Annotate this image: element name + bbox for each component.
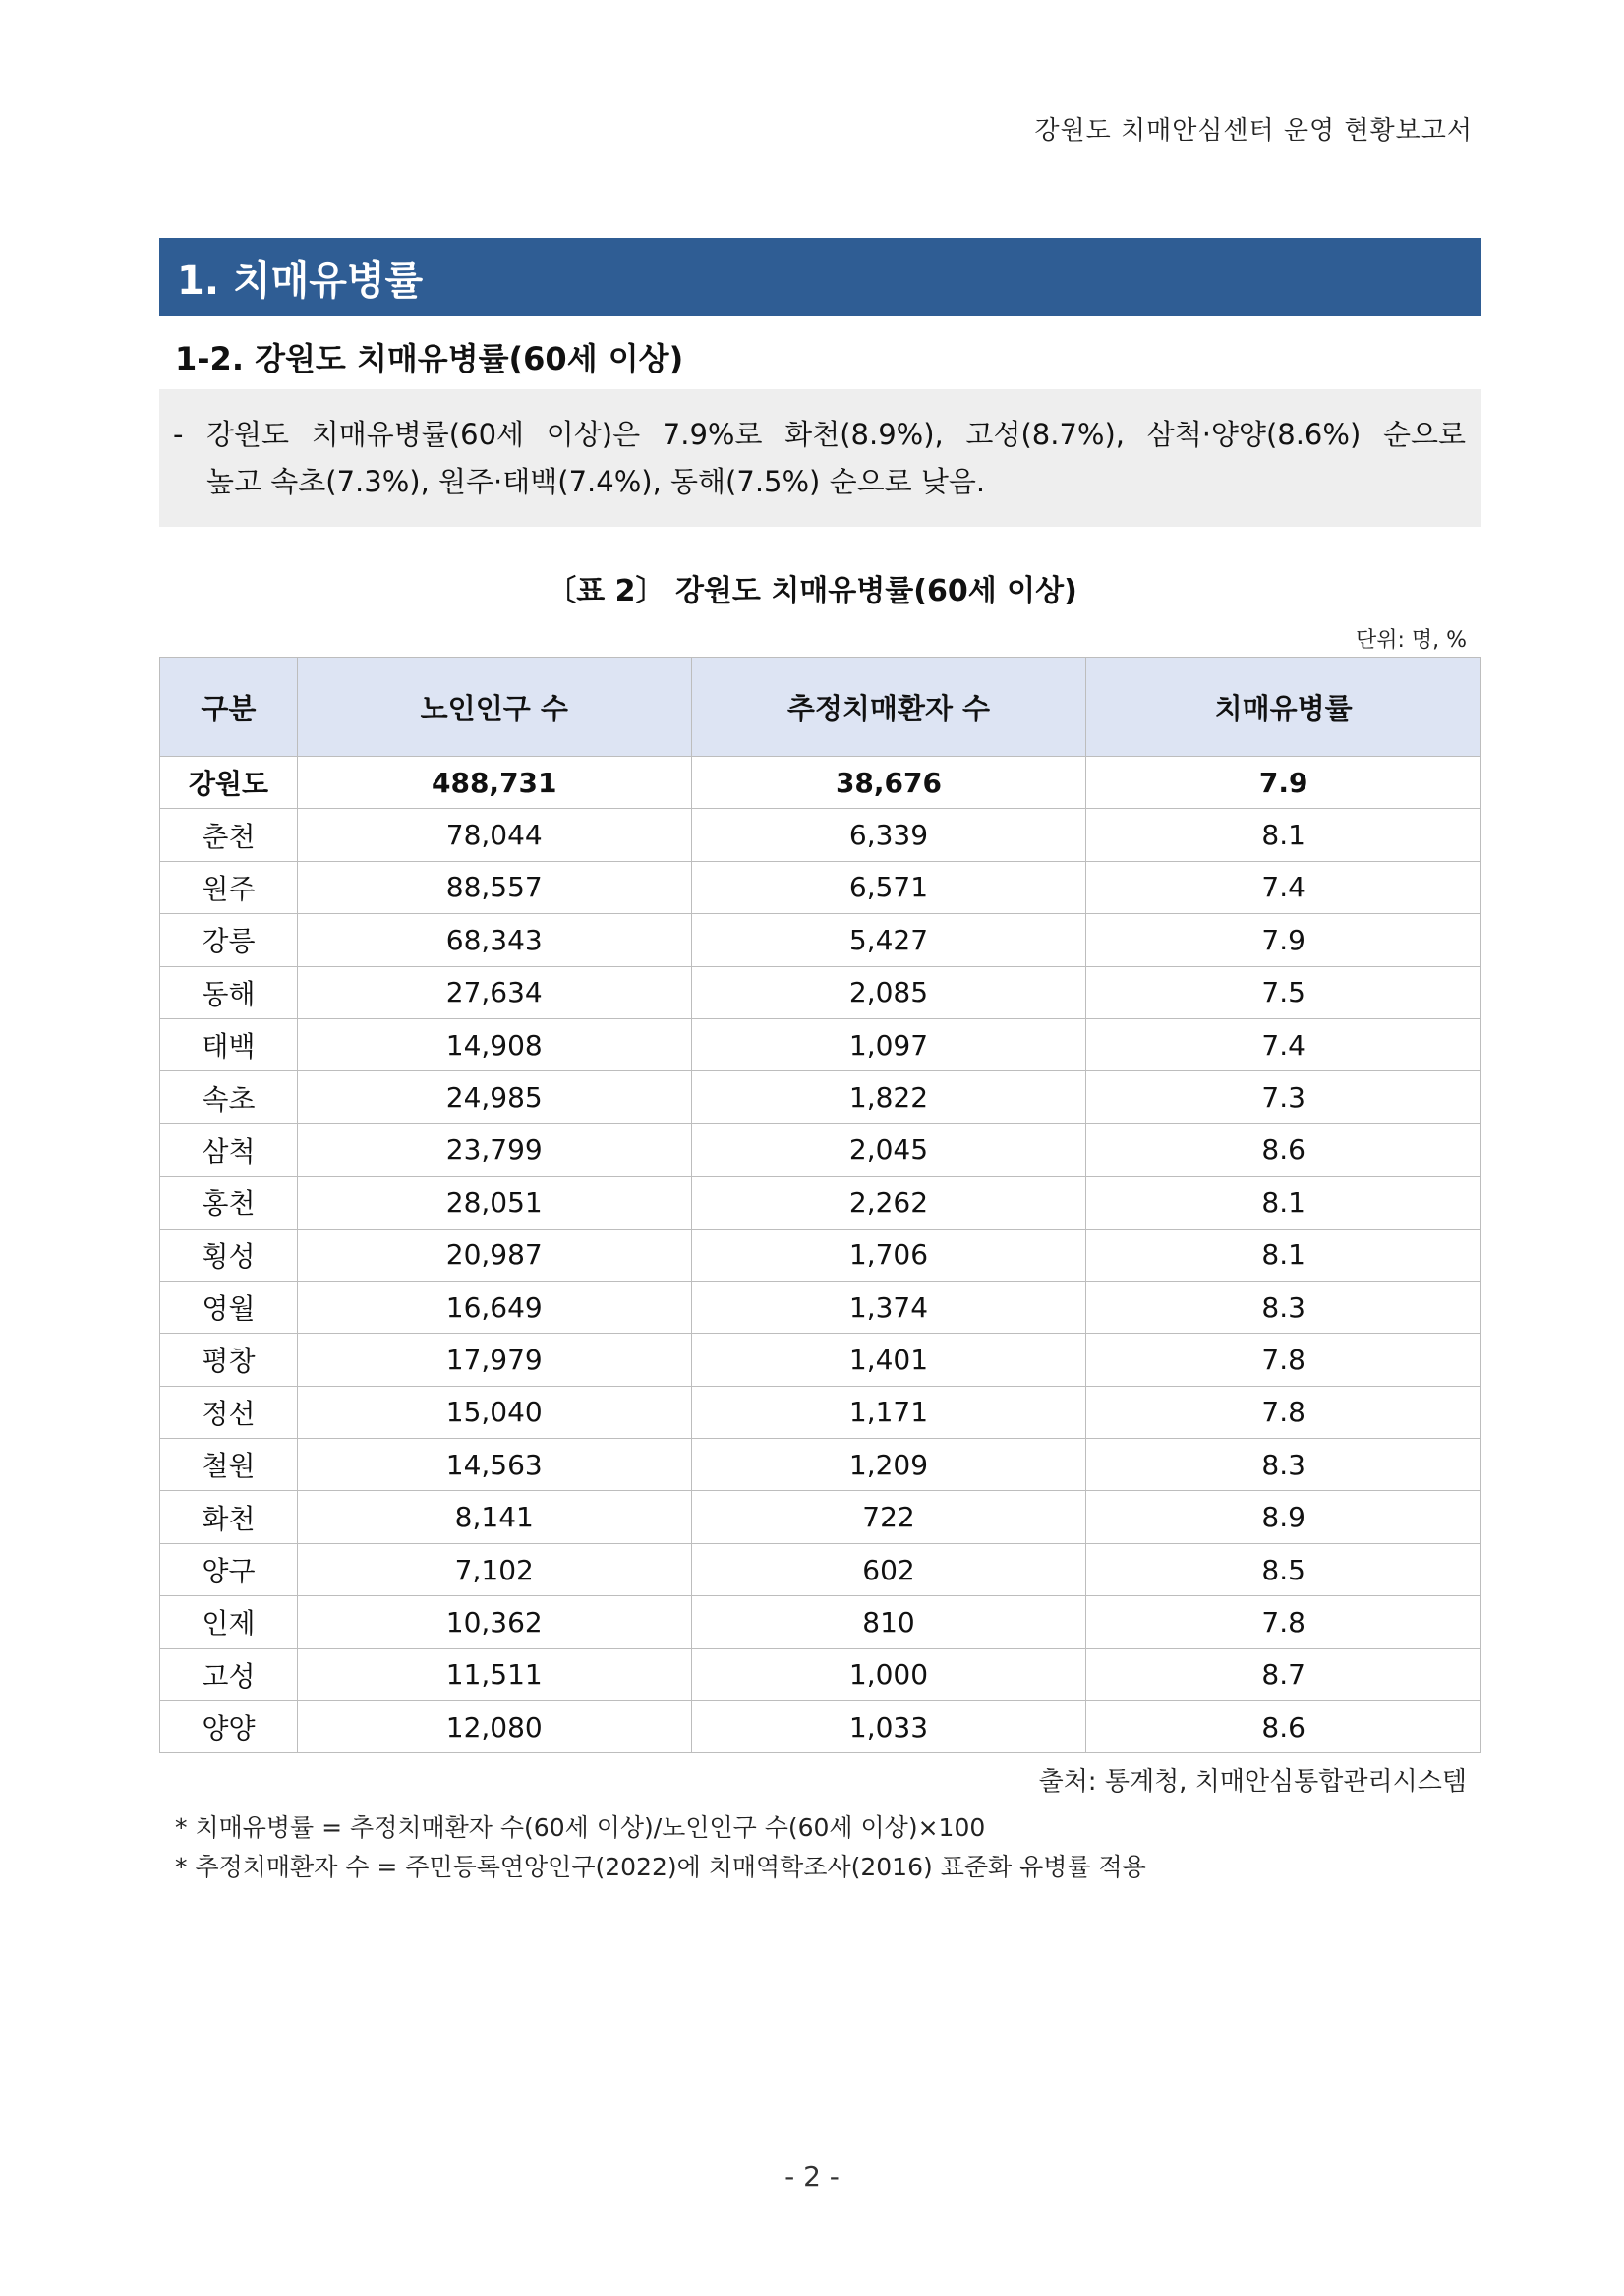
region-cell: 강원도 [160, 757, 298, 809]
elderly-population-cell: 10,362 [297, 1596, 691, 1648]
estimated-patients-cell: 1,171 [691, 1386, 1086, 1438]
prevalence-rate-cell: 8.1 [1086, 1177, 1481, 1229]
estimated-patients-cell: 722 [691, 1491, 1086, 1543]
footnote-prevalence-formula: * 치매유병률 = 추정치매환자 수(60세 이상)/노인인구 수(60세 이상)×100 [175, 1813, 986, 1842]
region-cell: 횡성 [160, 1229, 298, 1281]
estimated-patients-cell: 1,401 [691, 1334, 1086, 1386]
elderly-population-cell: 23,799 [297, 1123, 691, 1176]
elderly-population-cell: 12,080 [297, 1701, 691, 1753]
elderly-population-cell: 8,141 [297, 1491, 691, 1543]
estimated-patients-cell: 1,374 [691, 1281, 1086, 1333]
elderly-population-cell: 15,040 [297, 1386, 691, 1438]
estimated-patients-cell: 6,339 [691, 809, 1086, 861]
summary-line-1: 강원도 치매유병률(60세 이상)은 7.9%로 화천(8.9%), 고성(8.7%), 삼척·양양(8.6%) 순으로 [206, 418, 1466, 451]
elderly-population-cell: 11,511 [297, 1648, 691, 1700]
table-row [160, 914, 1481, 966]
prevalence-rate-cell: 8.6 [1086, 1701, 1481, 1753]
prevalence-rate-cell: 7.8 [1086, 1386, 1481, 1438]
table-row [160, 861, 1481, 913]
table-row [160, 1018, 1481, 1070]
table-row [160, 1491, 1481, 1543]
region-cell: 인제 [160, 1596, 298, 1648]
elderly-population-cell: 24,985 [297, 1071, 691, 1123]
footnote-estimation-method: * 추정치매환자 수 = 주민등록연앙인구(2022)에 치매역학조사(2016) 표준화 유병률 적용 [175, 1853, 1146, 1881]
table-row [160, 1543, 1481, 1595]
elderly-population-cell: 16,649 [297, 1281, 691, 1333]
estimated-patients-cell: 2,085 [691, 966, 1086, 1018]
prevalence-rate-cell: 7.8 [1086, 1334, 1481, 1386]
elderly-population-cell: 20,987 [297, 1229, 691, 1281]
region-cell: 홍천 [160, 1177, 298, 1229]
estimated-patients-cell: 6,571 [691, 861, 1086, 913]
region-cell: 춘천 [160, 809, 298, 861]
prevalence-rate-cell: 7.5 [1086, 966, 1481, 1018]
dementia-prevalence-table [159, 657, 1481, 1753]
table-unit: 단위: 명, % [1355, 628, 1467, 653]
table-row [160, 1334, 1481, 1386]
column-header-estimated-patients: 추정치매환자 수 [691, 658, 1086, 757]
column-header-prevalence-rate: 치매유병률 [1086, 658, 1481, 757]
elderly-population-cell: 68,343 [297, 914, 691, 966]
table-row [160, 1596, 1481, 1648]
table-row [160, 1386, 1481, 1438]
subsection-title: 1-2. 강원도 치매유병률(60세 이상) [175, 340, 684, 377]
section-title: 1. 치매유병률 [177, 258, 424, 304]
section-title-bar [159, 238, 1481, 316]
region-cell: 동해 [160, 966, 298, 1018]
prevalence-rate-cell: 7.4 [1086, 861, 1481, 913]
elderly-population-cell: 28,051 [297, 1177, 691, 1229]
prevalence-rate-cell: 7.8 [1086, 1596, 1481, 1648]
prevalence-rate-cell: 8.7 [1086, 1648, 1481, 1700]
prevalence-rate-cell: 7.3 [1086, 1071, 1481, 1123]
region-cell: 원주 [160, 861, 298, 913]
elderly-population-cell: 17,979 [297, 1334, 691, 1386]
region-cell: 양양 [160, 1701, 298, 1753]
region-cell: 양구 [160, 1543, 298, 1595]
estimated-patients-cell: 1,822 [691, 1071, 1086, 1123]
region-cell: 철원 [160, 1439, 298, 1491]
estimated-patients-cell: 1,706 [691, 1229, 1086, 1281]
prevalence-rate-cell: 8.1 [1086, 1229, 1481, 1281]
prevalence-rate-cell: 8.9 [1086, 1491, 1481, 1543]
table-row [160, 1281, 1481, 1333]
elderly-population-cell: 14,563 [297, 1439, 691, 1491]
table-row [160, 1648, 1481, 1700]
column-header-region: 구분 [160, 658, 298, 757]
estimated-patients-cell: 2,262 [691, 1177, 1086, 1229]
prevalence-rate-cell: 7.9 [1086, 914, 1481, 966]
prevalence-rate-cell: 8.1 [1086, 809, 1481, 861]
elderly-population-cell: 488,731 [297, 757, 691, 809]
estimated-patients-cell: 38,676 [691, 757, 1086, 809]
prevalence-rate-cell: 7.9 [1086, 757, 1481, 809]
table-row [160, 1439, 1481, 1491]
prevalence-rate-cell: 8.5 [1086, 1543, 1481, 1595]
table-row [160, 966, 1481, 1018]
column-header-elderly-population: 노인인구 수 [297, 658, 691, 757]
region-cell: 삼척 [160, 1123, 298, 1176]
elderly-population-cell: 88,557 [297, 861, 691, 913]
prevalence-rate-cell: 8.3 [1086, 1281, 1481, 1333]
table-row [160, 1701, 1481, 1753]
region-cell: 영월 [160, 1281, 298, 1333]
prevalence-rate-cell: 8.6 [1086, 1123, 1481, 1176]
estimated-patients-cell: 1,209 [691, 1439, 1086, 1491]
estimated-patients-cell: 1,097 [691, 1018, 1086, 1070]
table-row [160, 1229, 1481, 1281]
region-cell: 강릉 [160, 914, 298, 966]
table-row [160, 1071, 1481, 1123]
estimated-patients-cell: 1,033 [691, 1701, 1086, 1753]
region-cell: 정선 [160, 1386, 298, 1438]
estimated-patients-cell: 2,045 [691, 1123, 1086, 1176]
prevalence-rate-cell: 7.4 [1086, 1018, 1481, 1070]
region-cell: 평창 [160, 1334, 298, 1386]
estimated-patients-cell: 602 [691, 1543, 1086, 1595]
table-total-row [160, 757, 1481, 809]
table-row [160, 1177, 1481, 1229]
estimated-patients-cell: 810 [691, 1596, 1086, 1648]
table-source: 출처: 통계청, 치매안심통합관리시스템 [1038, 1767, 1467, 1797]
elderly-population-cell: 14,908 [297, 1018, 691, 1070]
table-row [160, 809, 1481, 861]
document-header-title: 강원도 치매안심센터 운영 현황보고서 [1034, 116, 1473, 145]
summary-line-2: 높고 속초(7.3%), 원주·태백(7.4%), 동해(7.5%) 순으로 낮음. [206, 465, 986, 498]
elderly-population-cell: 7,102 [297, 1543, 691, 1595]
estimated-patients-cell: 1,000 [691, 1648, 1086, 1700]
region-cell: 속초 [160, 1071, 298, 1123]
table-header-row [160, 658, 1481, 757]
region-cell: 태백 [160, 1018, 298, 1070]
page-number: - 2 - [784, 2160, 840, 2193]
elderly-population-cell: 78,044 [297, 809, 691, 861]
prevalence-rate-cell: 8.3 [1086, 1439, 1481, 1491]
region-cell: 고성 [160, 1648, 298, 1700]
summary-box [159, 389, 1481, 527]
table-body [160, 757, 1481, 1753]
table-caption: 〔표 2〕 강원도 치매유병률(60세 이상) [547, 574, 1077, 608]
region-cell: 화천 [160, 1491, 298, 1543]
table-row [160, 1123, 1481, 1176]
elderly-population-cell: 27,634 [297, 966, 691, 1018]
summary-bullet: - [173, 418, 184, 451]
estimated-patients-cell: 5,427 [691, 914, 1086, 966]
